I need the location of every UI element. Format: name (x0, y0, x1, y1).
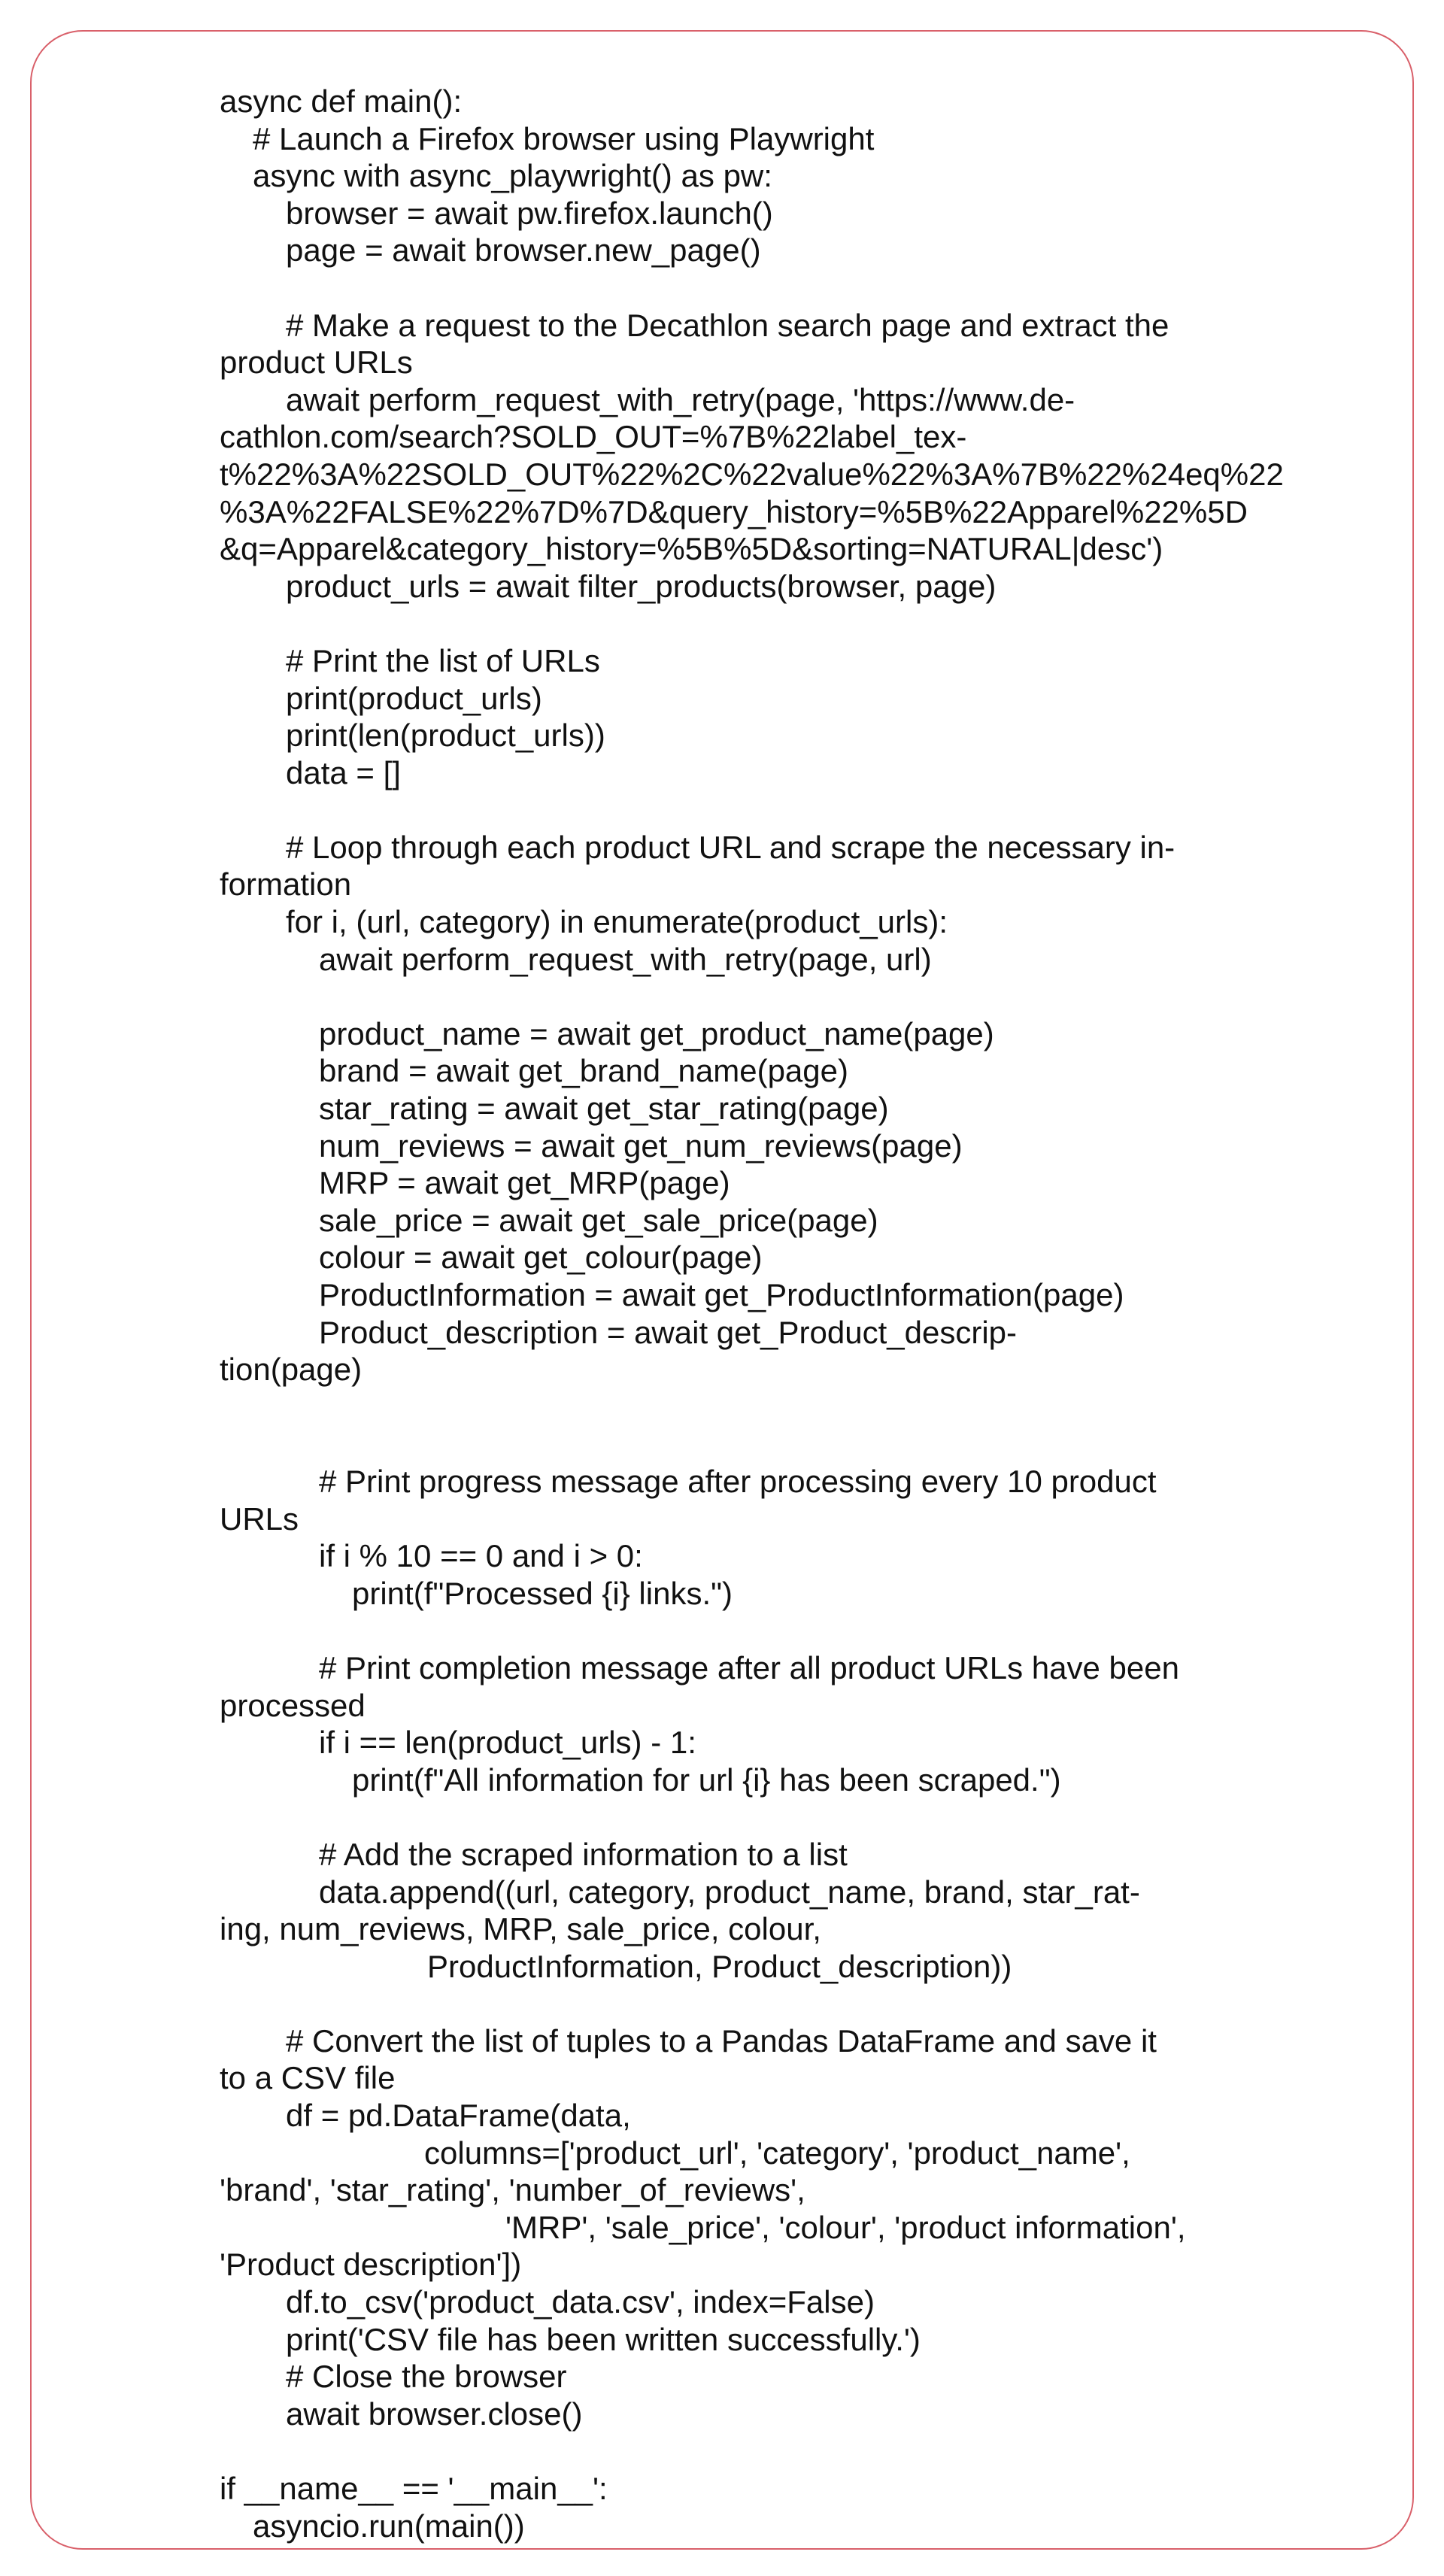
code-line: processed (220, 1687, 366, 1723)
code-line: ing, num_reviews, MRP, sale_price, colour, (220, 1911, 821, 1947)
code-line (220, 1425, 1295, 1463)
code-line: # Launch a Firefox browser using Playwright (253, 120, 875, 156)
code-line: print(f"All information for url {i} has been scraped.") (352, 1761, 1061, 1798)
code-line: # Make a request to the Decathlon search page and extract the (286, 307, 1169, 343)
code-line: if __name__ == '__main__': (220, 2471, 608, 2506)
code-line (220, 269, 1295, 307)
code-line: await browser.close() (286, 2395, 583, 2432)
code-line: MRP = await get_MRP(page) (319, 1165, 730, 1201)
code-line: if i == len(product_urls) - 1: (319, 1725, 696, 1761)
code-line: for i, (url, category) in enumerate(product_urls): (286, 904, 948, 940)
code-line: cathlon.com/search?SOLD_OUT=%7B%22label_tex- (220, 419, 967, 455)
code-line: num_reviews = await get_num_reviews(page) (319, 1127, 963, 1164)
code-line: 'MRP', 'sale_price', 'colour', 'product information', (505, 2209, 1186, 2245)
code-line (220, 791, 1295, 829)
code-line: %3A%22FALSE%22%7D%7D&query_history=%5B%22Apparel%22%5D (220, 493, 1248, 529)
code-line (220, 1798, 1295, 1836)
code-line: data = [] (286, 754, 401, 790)
code-line: print(len(product_urls)) (286, 718, 605, 754)
code-line (220, 1388, 1295, 1426)
code-line: # Print progress message after processing every 10 product (319, 1463, 1157, 1499)
code-line (220, 605, 1295, 642)
code-block (220, 83, 1295, 2544)
code-line: colour = await get_colour(page) (319, 1239, 763, 1276)
code-line: sale_price = await get_sale_price(page) (319, 1202, 878, 1238)
code-line: to a CSV file (220, 2060, 396, 2096)
code-line: product URLs (220, 344, 413, 381)
code-line: df = pd.DataFrame(data, (286, 2098, 631, 2134)
code-line: # Convert the list of tuples to a Pandas DataFrame and save it (286, 2022, 1157, 2059)
code-line: if i % 10 == 0 and i > 0: (319, 1538, 643, 1574)
code-line (220, 978, 1295, 1015)
code-line: # Close the browser (286, 2359, 567, 2395)
code-line: Product_description = await get_Product_descrip- (319, 1314, 1018, 1350)
code-line: async with async_playwright() as pw: (253, 158, 772, 194)
code-line: # Loop through each product URL and scrape the necessary in- (286, 829, 1176, 865)
code-line: ProductInformation, Product_description)) (427, 1948, 1012, 1984)
code-line: print('CSV file has been written successfully.') (286, 2321, 921, 2357)
code-line: brand = await get_brand_name(page) (319, 1053, 848, 1089)
code-line: product_name = await get_product_name(page) (319, 1015, 994, 1051)
code-line: async def main(): (220, 83, 463, 119)
code-line: await perform_request_with_retry(page, 'https://www.de- (286, 381, 1075, 417)
code-line: columns=['product_url', 'category', 'product_name', (424, 2135, 1130, 2171)
code-line: formation (220, 866, 352, 903)
code-line: t%22%3A%22SOLD_OUT%22%2C%22value%22%3A%7B%22%24eq%22 (220, 456, 1284, 492)
code-line: 'brand', 'star_rating', 'number_of_reviews', (220, 2172, 805, 2208)
code-line: product_urls = await filter_products(browser, page) (286, 568, 997, 604)
code-line: await perform_request_with_retry(page, url) (319, 941, 932, 977)
code-line: star_rating = await get_star_rating(page) (319, 1091, 889, 1127)
code-line: &q=Apparel&category_history=%5B%5D&sorting=NATURAL|desc') (220, 531, 1163, 567)
code-line: df.to_csv('product_data.csv', index=False) (286, 2284, 875, 2320)
page-frame (30, 30, 1414, 2550)
code-line (220, 1985, 1295, 2022)
code-line: browser = await pw.firefox.launch() (286, 195, 773, 231)
code-line (220, 1612, 1295, 1649)
code-line: ProductInformation = await get_ProductInformation(page) (319, 1277, 1124, 1312)
code-line: URLs (220, 1500, 299, 1537)
code-line: tion(page) (220, 1352, 363, 1388)
code-line: # Print completion message after all product URLs have been (319, 1649, 1179, 1685)
code-line: # Add the scraped information to a list (319, 1836, 848, 1872)
code-line: asyncio.run(main()) (253, 2508, 525, 2544)
code-line: print(product_urls) (286, 680, 542, 716)
code-line: # Print the list of URLs (286, 642, 600, 678)
code-line: print(f"Processed {i} links.") (352, 1575, 733, 1611)
code-line: data.append((url, category, product_name, brand, star_rat- (319, 1874, 1140, 1910)
code-line: page = await browser.new_page() (286, 232, 761, 269)
code-line (220, 2432, 1295, 2470)
code-line: 'Product description']) (220, 2247, 522, 2283)
